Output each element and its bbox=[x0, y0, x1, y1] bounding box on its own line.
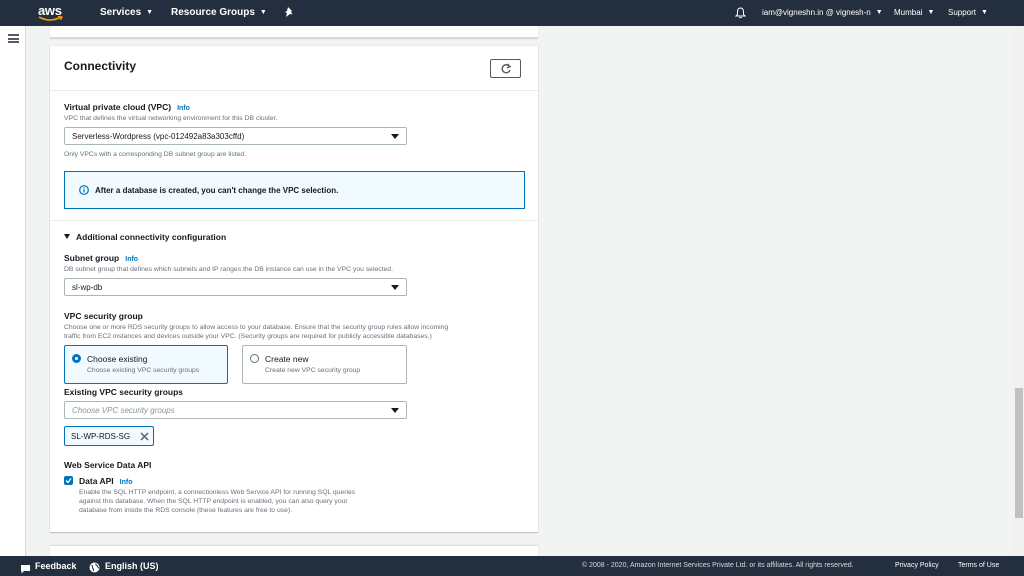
subnet-info-link[interactable]: Info bbox=[125, 256, 139, 263]
check-icon bbox=[65, 477, 72, 484]
additional-connectivity-label: Additional connectivity configuration bbox=[76, 232, 227, 242]
chevron-down-icon: ▼ bbox=[981, 9, 988, 16]
vpc-hint: Only VPCs with a corresponding DB subnet group are listed. bbox=[64, 151, 247, 158]
connectivity-panel bbox=[50, 46, 538, 532]
next-panel bbox=[50, 546, 538, 556]
data-api-info-link[interactable]: Info bbox=[119, 479, 133, 486]
info-circle-icon bbox=[79, 185, 89, 195]
scrollbar-thumb[interactable] bbox=[1015, 388, 1023, 518]
chevron-down-icon: ▼ bbox=[259, 9, 267, 16]
support-label: Support bbox=[948, 8, 977, 17]
services-menu[interactable] bbox=[100, 7, 153, 18]
security-group-token-label: SL-WP-RDS-SG bbox=[71, 432, 131, 441]
additional-connectivity-toggle[interactable] bbox=[64, 232, 226, 242]
data-api-checkbox[interactable] bbox=[64, 476, 73, 485]
copyright-text: © 2008 - 2020, Amazon Internet Services Private Ltd. or its affiliates. All rights reserved. bbox=[582, 562, 854, 569]
panel-title: Connectivity bbox=[64, 59, 137, 73]
chevron-down-icon: ▼ bbox=[875, 9, 883, 16]
choose-existing-subtitle: Choose existing VPC security groups bbox=[87, 367, 200, 374]
account-menu[interactable] bbox=[762, 8, 883, 17]
vpc-select[interactable] bbox=[64, 127, 407, 145]
close-icon[interactable] bbox=[139, 431, 150, 442]
chevron-down-icon: ▼ bbox=[927, 9, 935, 16]
subnet-group-value: sl-wp-db bbox=[72, 283, 103, 292]
section-divider bbox=[50, 220, 538, 221]
subnet-group-description: DB subnet group that defines which subnets and IP ranges the DB instance can use in the VPC you selected. bbox=[64, 266, 393, 273]
security-group-label: VPC security group bbox=[64, 311, 143, 321]
feedback-icon bbox=[20, 561, 31, 576]
page-scrollbar[interactable] bbox=[1014, 26, 1024, 556]
vpc-info-link[interactable]: Info bbox=[177, 105, 190, 112]
privacy-policy-link[interactable]: Privacy Policy bbox=[895, 562, 939, 569]
support-menu[interactable] bbox=[948, 8, 988, 17]
data-api-description-2: against this database. When the SQL HTTP endpoint is enabled, you can also query your bbox=[79, 498, 348, 505]
data-api-description-1: Enable the SQL HTTP endpoint, a connectionless Web Service API for running SQL queries bbox=[79, 489, 356, 496]
globe-icon bbox=[89, 560, 100, 576]
data-api-description-3: database from inside the RDS console (these features are free to use). bbox=[79, 507, 293, 514]
security-groups-placeholder: Choose VPC security groups bbox=[72, 406, 175, 415]
alert-text: After a database is created, you can't change the VPC selection. bbox=[95, 186, 339, 195]
left-sidebar bbox=[0, 26, 26, 556]
security-group-description-2: traffic from EC2 instances and devices outside your VPC. (Security groups are required for publicly accessible databases.) bbox=[64, 333, 432, 340]
hamburger-icon[interactable] bbox=[8, 34, 19, 43]
subnet-group-label: Subnet group Info bbox=[64, 253, 139, 263]
create-new-subtitle: Create new VPC security group bbox=[265, 367, 361, 374]
data-api-section-label: Web Service Data API bbox=[64, 460, 152, 470]
security-group-description-1: Choose one or more RDS security groups to allow access to your database. Ensure that the security group rules allow incoming bbox=[64, 324, 449, 331]
pin-icon[interactable] bbox=[284, 6, 295, 21]
caret-down-icon bbox=[391, 134, 399, 139]
vpc-select-value: Serverless-Wordpress (vpc-012492a83a303cffd) bbox=[72, 132, 245, 141]
subnet-group-select[interactable] bbox=[64, 278, 407, 296]
caret-down-icon bbox=[391, 285, 399, 290]
refresh-button[interactable] bbox=[490, 59, 521, 78]
vpc-info-alert bbox=[64, 171, 525, 209]
aws-logo-text: aws bbox=[38, 3, 62, 18]
previous-panel bbox=[50, 26, 538, 38]
bell-icon[interactable] bbox=[735, 7, 746, 22]
resource-groups-label: Resource Groups bbox=[171, 7, 255, 18]
resource-groups-menu[interactable] bbox=[171, 7, 267, 18]
create-new-tile[interactable] bbox=[242, 345, 407, 384]
aws-logo[interactable] bbox=[38, 2, 68, 24]
region-menu[interactable] bbox=[894, 8, 934, 17]
account-label: iam@vigneshn.in @ vignesh-n bbox=[762, 8, 871, 17]
choose-existing-title: Choose existing bbox=[87, 354, 148, 364]
chevron-down-icon: ▼ bbox=[146, 9, 154, 16]
security-group-token bbox=[64, 426, 154, 446]
top-navigation-bar bbox=[0, 0, 1024, 26]
existing-security-groups-label: Existing VPC security groups bbox=[64, 387, 184, 397]
choose-existing-tile[interactable] bbox=[64, 345, 228, 384]
vpc-label: Virtual private cloud (VPC) Info bbox=[64, 102, 190, 112]
caret-down-icon bbox=[64, 234, 70, 239]
footer-bar bbox=[0, 556, 1024, 576]
security-groups-multiselect[interactable] bbox=[64, 401, 407, 419]
feedback-link[interactable]: Feedback bbox=[35, 561, 77, 571]
services-label: Services bbox=[100, 7, 142, 18]
create-new-radio[interactable] bbox=[250, 354, 259, 363]
aws-smile-icon bbox=[38, 16, 64, 22]
data-api-label: Data API Info bbox=[79, 476, 133, 486]
refresh-icon bbox=[500, 63, 512, 75]
create-new-title: Create new bbox=[265, 354, 309, 364]
caret-down-icon bbox=[391, 408, 399, 413]
choose-existing-radio[interactable] bbox=[72, 354, 81, 363]
language-selector[interactable]: English (US) bbox=[105, 561, 159, 571]
terms-of-use-link[interactable]: Terms of Use bbox=[958, 562, 1000, 569]
region-label: Mumbai bbox=[894, 8, 923, 17]
vpc-description: VPC that defines the virtual networking environment for this DB cluster. bbox=[64, 115, 278, 122]
header-divider bbox=[50, 90, 538, 91]
